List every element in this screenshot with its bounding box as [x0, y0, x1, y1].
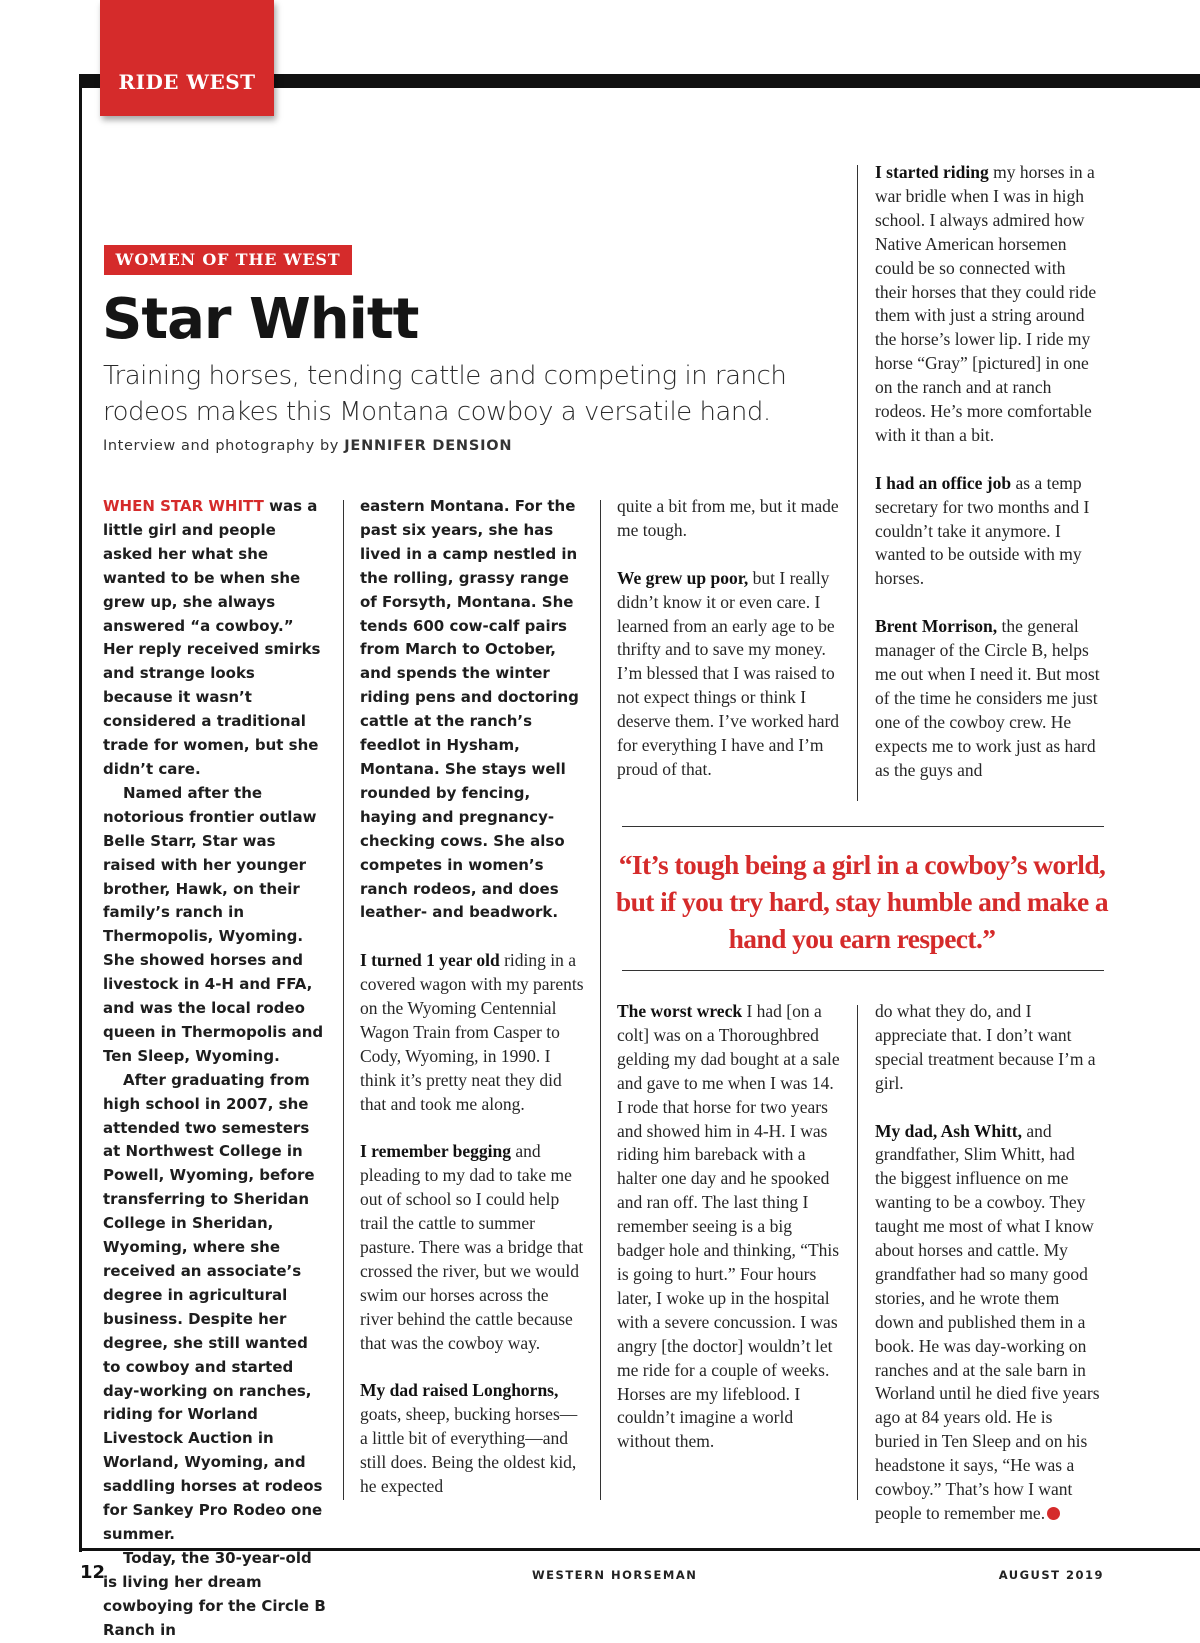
column-divider	[600, 500, 601, 1500]
article-deck: Training horses, tending cattle and competing in ranch rodeos makes this Montana cowboy a versatile hand.	[103, 361, 787, 427]
qa-paragraph: The worst wreck I had [on a colt] was on a Thoroughbred gelding my dad bought at a sale and gave to me when I was 14. I rode that horse for two years and showed him in 4-H. I was riding him bareback with a halter one day and he spooked and ran off. The last thing I remember seeing is a big badger hole and thinking, “This is going to hurt.” Four hours later, I woke up in the hospital with a severe concussion. I was angry [the doctor] wouldn’t let me ride for a couple of weeks. Horses are my lifeblood. I couldn’t imagine a world without them.	[617, 1001, 840, 1452]
byline-prefix: Interview and photography by	[103, 438, 339, 454]
qa-paragraph: quite a bit from me, but it made me tough.	[617, 496, 839, 540]
article-column-3-lower	[617, 1000, 842, 1454]
section-label: RIDE WEST	[118, 70, 256, 94]
pullquote-rule-top	[622, 826, 1104, 827]
intro-paragraph: After graduating from high school in 2007, she attended two semesters at Northwest College in Powell, Wyoming, before transferring to Sheridan College in Sheridan, Wyoming, where she received an associate’s degree in agricultural business. Despite her degree, she still wanted to cowboy and started day-working on ranches, riding for Worland Livestock Auction in Worland, Wyoming, and saddling horses at rodeos for Sankey Pro Rodeo one summer.	[103, 1070, 323, 1543]
qa-paragraph: do what they do, and I appreciate that. I don’t want special treatment because I’m a girl.	[875, 1001, 1096, 1093]
byline	[103, 438, 512, 454]
left-rule	[79, 74, 82, 1552]
qa-paragraph: My dad, Ash Whitt, and grandfather, Slim Whitt, had the biggest influence on me wanting to be a cowboy. They taught me most of what I know about horses and cattle. My grandfather had so many good stories, and he wrote them down and published them in a book. He was day-working on ranches and at the sale barn in Worland until he died five years ago at 84 years old. He is buried in Ten Sleep and on his headstone it says, “He was a cowboy.” That’s how I want people to remember me.	[875, 1120, 1100, 1524]
qa-paragraph: I had an office job as a temp secretary for two months and I couldn’t take it anymore. I wanted to be outside with my horses.	[875, 472, 1090, 589]
qa-paragraph: Brent Morrison, the general manager of the Circle B, helps me out when I need it. But most of the time he considers me just one of the cowboy crew. He expects me to work just as hard as the guys and	[875, 616, 1100, 780]
column-divider	[857, 165, 858, 801]
article-title: Star Whitt	[102, 287, 419, 352]
article-kicker: WOMEN OF THE WEST	[104, 245, 352, 275]
qa-paragraph: My dad raised Longhorns, goats, sheep, bucking horses—a little bit of everything—and still does. Being the oldest kid, he expected	[360, 1380, 578, 1497]
end-mark-icon	[1047, 1507, 1060, 1520]
article-column-2	[360, 495, 585, 1499]
intro-paragraph: Today, the 30-year-old is living her dream cowboying for the Circle B Ranch in	[103, 1548, 326, 1639]
pullquote-rule-bottom	[622, 970, 1104, 971]
column-divider	[857, 1005, 858, 1500]
page-number: 12	[80, 1562, 106, 1583]
intro-lead: WHEN STAR WHITT	[103, 497, 264, 515]
article-column-4-lower	[875, 1000, 1100, 1526]
pull-quote: “It’s tough being a girl in a cowboy’s world, but if you try hard, stay humble and make a hand you earn respect.”	[615, 849, 1109, 954]
section-tab	[100, 0, 274, 116]
qa-paragraph: I started riding my horses in a war bridle when I was in high school. I always admired how Native American horsemen could be so connected with their horses that they could ride them with just a string around the horse’s lower lip. I ride my horse “Gray” [pictured] in one on the ranch and at ranch rodeos. He’s more comfortable with it than a bit.	[875, 162, 1097, 445]
article-column-4	[875, 161, 1100, 783]
issue-date: AUGUST 2019	[998, 1568, 1104, 1582]
intro-paragraph: eastern Montana. For the past six years, she has lived in a camp nestled in the rolling, grassy range of Forsyth, Montana. She tends 600 cow-calf pairs from March to October, and spends the winter riding pens and doctoring cattle at the ranch’s feedlot in Hysham, Montana. She stays well rounded by fencing, haying and pregnancy-checking cows. She also competes in women’s ranch rodeos, and does leather- and beadwork.	[360, 497, 579, 922]
magazine-name: WESTERN HORSEMAN	[532, 1568, 698, 1582]
qa-paragraph: We grew up poor, but I really didn’t know it or even care. I learned from an early age to be thrifty and to save my money. I’m blessed that I was raised to not expect things or think I deserve them. I’ve worked hard for everything I have and I’m proud of that.	[617, 567, 840, 779]
qa-paragraph: I turned 1 year old riding in a covered wagon with my parents on the Wyoming Centennial Wagon Train from Casper to Cody, Wyoming, in 1990. I think it’s pretty neat they did that and took me along.	[360, 950, 584, 1114]
intro-column-1	[103, 495, 328, 1643]
intro-paragraph: Named after the notorious frontier outlaw Belle Starr, Star was raised with her younger brother, Hawk, on their family’s ranch in Thermopolis, Wyoming. She showed horses and livestock in 4-H and FFA, and was the local rodeo queen in Thermopolis and Ten Sleep, Wyoming.	[103, 783, 324, 1065]
article-column-3	[617, 495, 842, 782]
qa-paragraph: I remember begging and pleading to my dad to take me out of school so I could help trail the cattle to summer pasture. There was a bridge that crossed the river, but we would swim our horses across the river behind the cattle because that was the cowboy way.	[360, 1141, 584, 1353]
intro-paragraph: WHEN STAR WHITT was a little girl and people asked her what she wanted to be when she grew up, she always answered “a cowboy.” Her reply received smirks and strange looks because it wasn’t considered a traditional trade for women, but she didn’t care.	[103, 497, 321, 778]
column-divider	[343, 500, 344, 1500]
byline-author: JENNIFER DENSION	[344, 438, 513, 454]
